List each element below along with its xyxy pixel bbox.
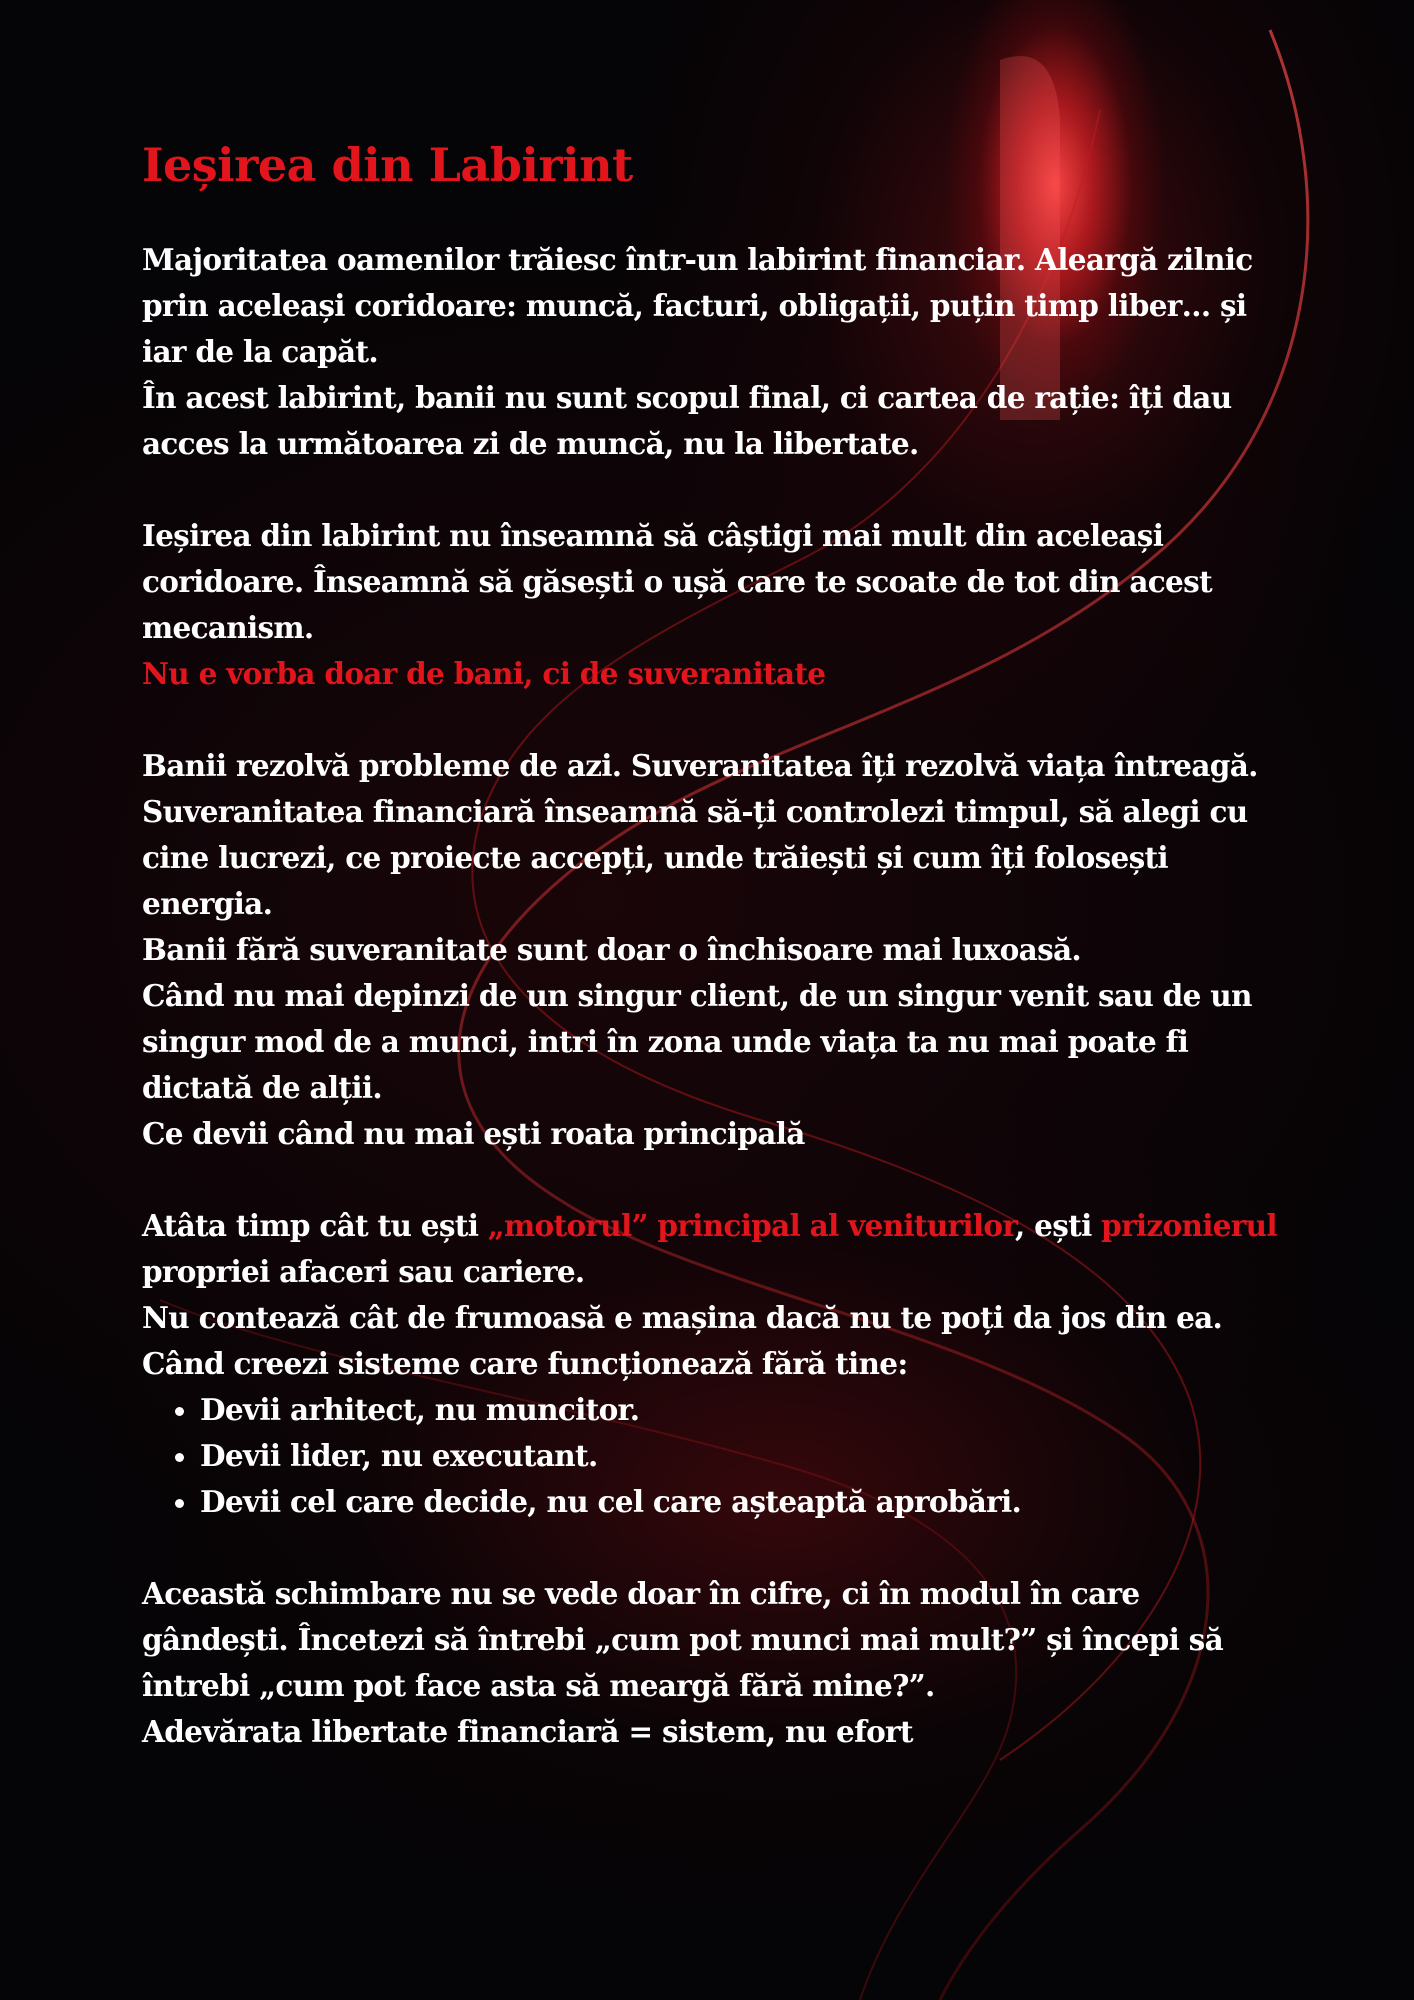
section-heading: Nu e vorba doar de bani, ci de suveranitate <box>142 656 826 692</box>
paragraph: Când creezi sisteme care funcționează fără tine: <box>142 1346 908 1382</box>
highlight-text: „motorul” principal al veniturilor <box>487 1208 1016 1244</box>
paragraph: În acest labirint, banii nu sunt scopul final, ci cartea de rație: îți dau acces la următoarea zi de muncă, nu la libertate. <box>142 380 1232 462</box>
paragraph: Această schimbare nu se vede doar în cifre, ci în modul în care gândești. Încetezi să întrebi „cum pot munci mai mult?” și începi să întrebi „cum pot face asta să meargă fără mine?”. <box>142 1576 1223 1704</box>
paragraph: Majoritatea oamenilor trăiesc într-un labirint financiar. Aleargă zilnic prin aceleași coridoare: muncă, facturi, obligații, puțin timp liber… și iar de la capăt. <box>142 242 1253 370</box>
paragraph: Banii fără suveranitate sunt doar o închisoare mai luxoasă. <box>142 932 1081 968</box>
paragraph: Nu contează cât de frumoasă e mașina dacă nu te poți da jos din ea. <box>142 1300 1223 1336</box>
page-title: Ieșirea din Labirint <box>142 138 633 192</box>
bullet-list <box>142 1387 1282 1525</box>
text-fragment: , ești <box>1015 1208 1102 1244</box>
section-heading: Ce devii când nu mai ești roata principală <box>142 1116 805 1152</box>
paragraph: Ieșirea din labirint nu înseamnă să câștigi mai mult din aceleași coridoare. Înseamnă să găsești o ușă care te scoate de tot din acest mecanism. <box>142 518 1212 646</box>
article <box>142 138 1282 1755</box>
paragraph: Suveranitatea financiară înseamnă să-ți controlezi timpul, să alegi cu cine lucrezi, ce proiecte accepți, unde trăiești și cum îți folosești energia. <box>142 794 1248 922</box>
paragraph-with-highlights <box>142 1203 1282 1295</box>
list-item: • Devii cel care decide, nu cel care așteaptă aprobări. <box>200 1479 1282 1525</box>
paragraph: Când nu mai depinzi de un singur client, de un singur venit sau de un singur mod de a munci, intri în zona unde viața ta nu mai poate fi dictată de alții. <box>142 978 1252 1106</box>
paragraph: Banii rezolvă probleme de azi. Suveranitatea îți rezolvă viața întreagă. <box>142 748 1258 784</box>
closing-statement: Adevărata libertate financiară = sistem, nu efort <box>142 1714 913 1750</box>
list-item: • Devii arhitect, nu muncitor. <box>200 1387 1282 1433</box>
text-fragment: Atâta timp cât tu ești <box>142 1208 488 1244</box>
highlight-text: prizonierul <box>1101 1208 1277 1244</box>
text-fragment: propriei afaceri sau cariere. <box>142 1254 585 1290</box>
list-item: • Devii lider, nu executant. <box>200 1433 1282 1479</box>
